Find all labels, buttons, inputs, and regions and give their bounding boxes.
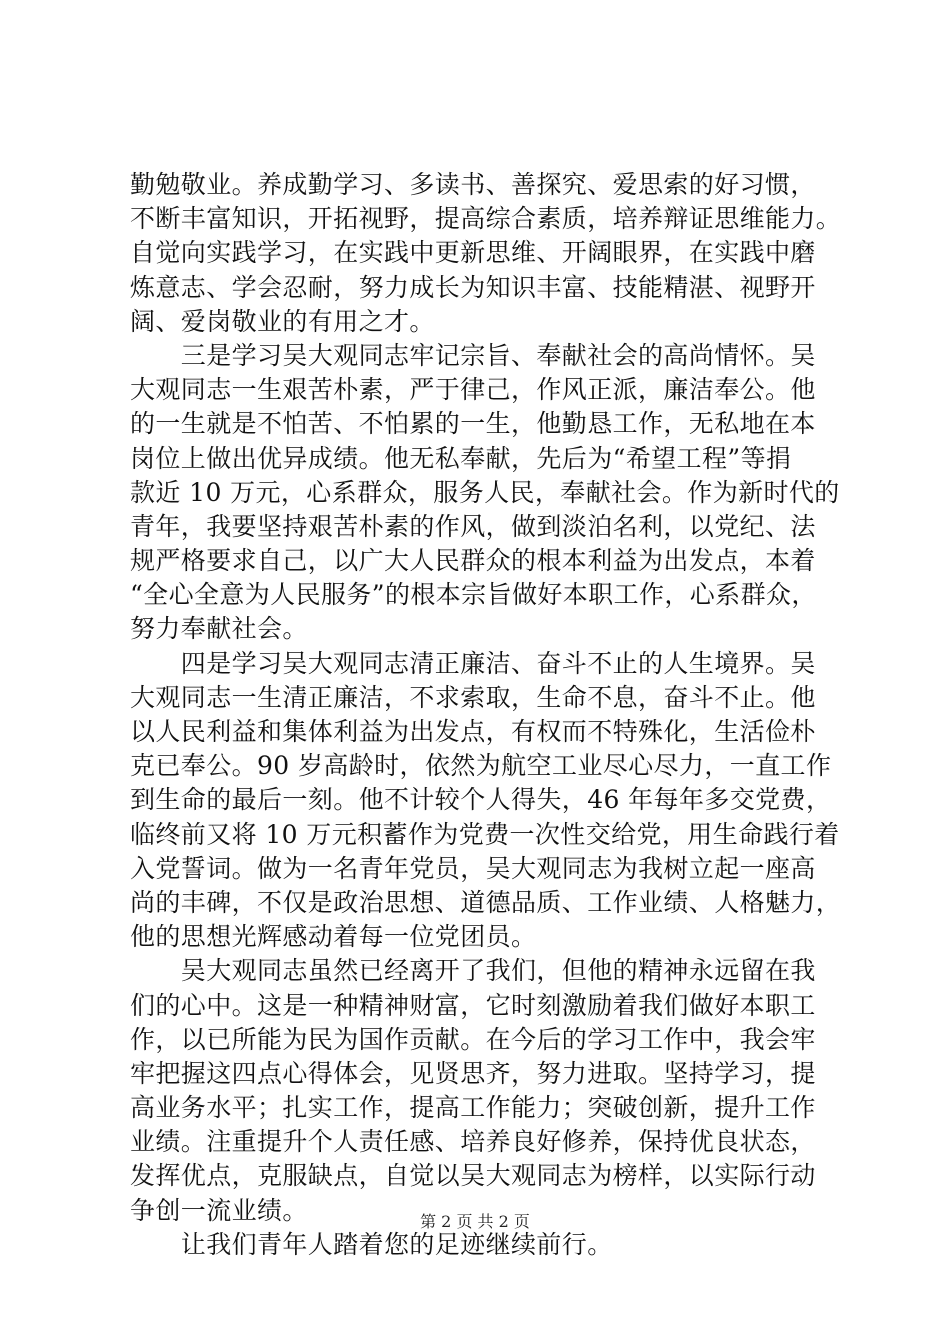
text-line: 大观同志一生清正廉洁，不求索取，生命不息，奋斗不止。他: [130, 682, 816, 712]
text-line: 勤勉敬业。养成勤学习、多读书、善探究、爱思索的好习惯，: [130, 170, 816, 199]
text-line: 临终前又将 10 万元积蓄作为党费一次性交给党，用生命践行着: [130, 819, 840, 849]
text-line: 牢把握这四点心得体会，见贤思齐，努力进取。坚持学习，提: [130, 1058, 816, 1088]
text-line: 四是学习吴大观同志清正廉洁、奋斗不止的人生境界。吴: [130, 648, 816, 678]
text-line: 入党誓词。做为一名青年党员，吴大观同志为我树立起一座高: [130, 853, 816, 883]
body-text: [130, 168, 850, 1262]
text-line: 尚的丰碑，不仅是政治思想、道德品质、工作业绩、人格魅力，: [130, 887, 842, 917]
text-line: 阔、爱岗敬业的有用之才。: [130, 306, 435, 336]
text-line: 三是学习吴大观同志牢记宗旨、奉献社会的高尚情怀。吴: [130, 340, 816, 370]
text-line: 以人民利益和集体利益为出发点，有权而不特殊化，生活俭朴: [130, 717, 816, 746]
text-line: 高业务水平；扎实工作，提高工作能力；突破创新，提升工作: [130, 1093, 816, 1123]
text-line: 争创一流业绩。: [130, 1195, 308, 1225]
text-line: 青年，我要坚持艰苦朴素的作风，做到淡泊名利，以党纪、法: [130, 511, 816, 541]
text-line: 作，以已所能为民为国作贡献。在今后的学习工作中，我会牢: [130, 1024, 816, 1054]
text-line: 款近 10 万元，心系群众，服务人民，奉献社会。作为新时代的: [130, 477, 840, 507]
text-line: 不断丰富知识，开拓视野，提高综合素质，培养辩证思维能力。: [130, 204, 842, 234]
text-line: 规严格要求自己，以广大人民群众的根本利益为出发点，本着: [130, 546, 816, 576]
text-line: 岗位上做出优异成绩。他无私奉献，先后为“希望工程”等捐: [130, 443, 792, 473]
text-line: 业绩。注重提升个人责任感、培养良好修养，保持优良状态，: [130, 1127, 816, 1157]
text-line: 发挥优点，克服缺点，自觉以吴大观同志为榜样，以实际行动: [130, 1161, 816, 1191]
text-line: 们的心中。这是一种精神财富，它时刻激励着我们做好本职工: [130, 990, 816, 1020]
text-line: 努力奉献社会。: [130, 614, 308, 644]
text-line: 他的思想光辉感动着每一位党团员。: [130, 922, 537, 952]
text-line: 的一生就是不怕苦、不怕累的一生，他勤恳工作，无私地在本: [130, 409, 816, 439]
text-line: 克已奉公。90 岁高龄时，依然为航空工业尽心尽力，一直工作: [130, 751, 832, 781]
text-line: 到生命的最后一刻。他不计较个人得失，46 年每年多交党费，: [130, 785, 832, 815]
text-line: 让我们青年人踏着您的足迹继续前行。: [130, 1229, 613, 1259]
page-footer: 第 2 页 共 2 页: [420, 1212, 530, 1231]
text-line: 炼意志、学会忍耐，努力成长为知识丰富、技能精湛、视野开: [130, 272, 816, 302]
text-line: 自觉向实践学习，在实践中更新思维、开阔眼界，在实践中磨: [130, 238, 816, 268]
text-line: “全心全意为人民服务”的根本宗旨做好本职工作，心系群众，: [130, 580, 817, 610]
text-line: 吴大观同志虽然已经离开了我们，但他的精神永远留在我: [130, 956, 816, 986]
text-line: 大观同志一生艰苦朴素，严于律己，作风正派，廉洁奉公。他: [130, 375, 816, 405]
